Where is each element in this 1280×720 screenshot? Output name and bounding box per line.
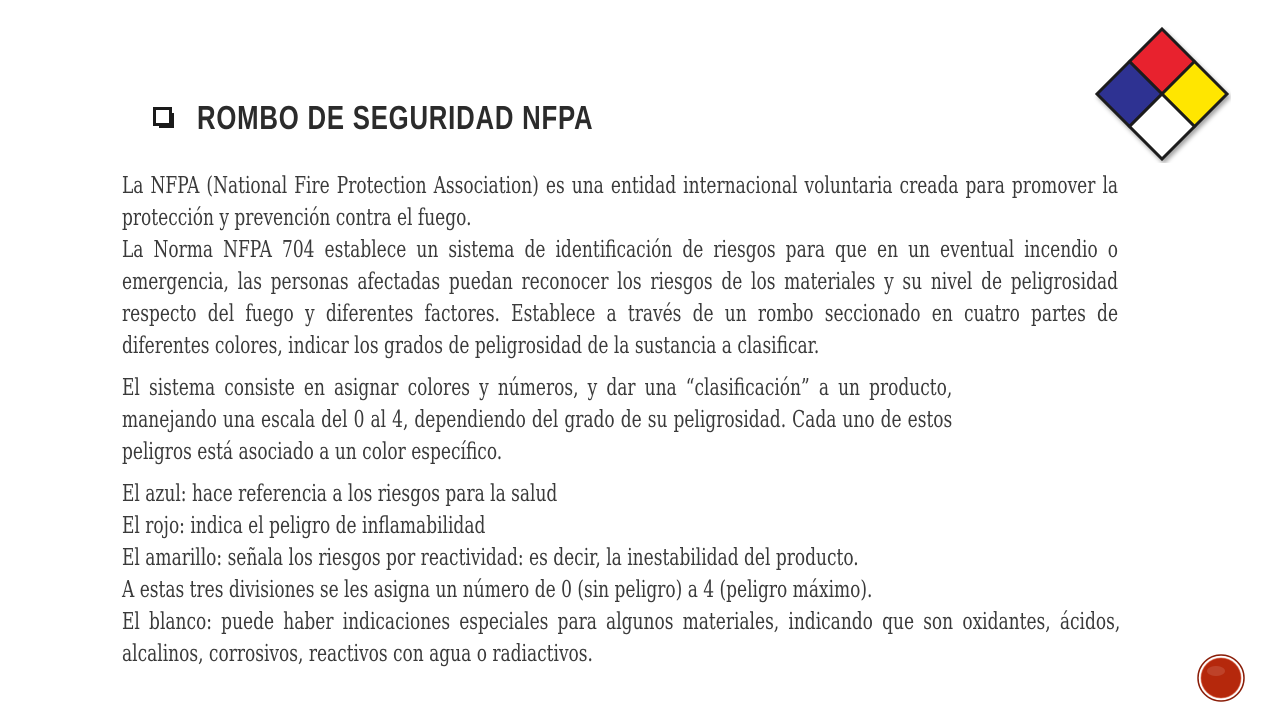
system-text	[122, 372, 952, 468]
color-meanings	[122, 478, 1120, 670]
blue-meaning-line: El azul: hace referencia a los riesgos para la salud	[122, 481, 558, 507]
system-paragraph: El sistema consiste en asignar colores y números, y dar una “clasificación” a un producto, manejando una escala del 0 al 4, dependiendo del grado de su peligrosidad. Cada uno de estos peligros está asociado a un color específico.	[122, 375, 953, 465]
nfpa-definition-paragraph: La NFPA (National Fire Protection Association) es una entidad internacional voluntaria creada para promover la protección y prevención contra el fuego.	[122, 173, 1119, 231]
yellow-meaning-line: El amarillo: señala los riesgos por reactividad: es decir, la inestabilidad del producto.	[122, 545, 859, 571]
red-meaning-line: El rojo: indica el peligro de inflamabilidad	[122, 513, 486, 539]
title-row	[153, 96, 705, 140]
nfpa-704-paragraph: La Norma NFPA 704 establece un sistema de identificación de riesgos para que en un eventual incendio o emergencia, las personas afectadas puedan reconocer los riesgos de los materiales y su nivel de peligrosidad respecto del fuego y diferentes factores. Establece a través de un rombo seccionado en cuatro partes de diferentes colores, indicar los grados de peligrosidad de la sustancia a clasificar.	[122, 237, 1119, 359]
white-meaning-paragraph: El blanco: puede haber indicaciones especiales para algunos materiales, indicando que son oxidantes, ácidos, alcalinos, corrosivos, reactivos con agua o radiactivos.	[122, 609, 1121, 667]
scale-line: A estas tres divisiones se les asigna un número de 0 (sin peligro) a 4 (peligro máximo).	[122, 577, 873, 603]
intro-text	[122, 170, 1118, 362]
checkbox-bullet-icon	[153, 107, 175, 129]
page-title: ROMBO DE SEGURIDAD NFPA	[197, 99, 594, 136]
next-slide-icon[interactable]	[1197, 654, 1245, 702]
nfpa-diamond-icon	[1093, 25, 1231, 163]
